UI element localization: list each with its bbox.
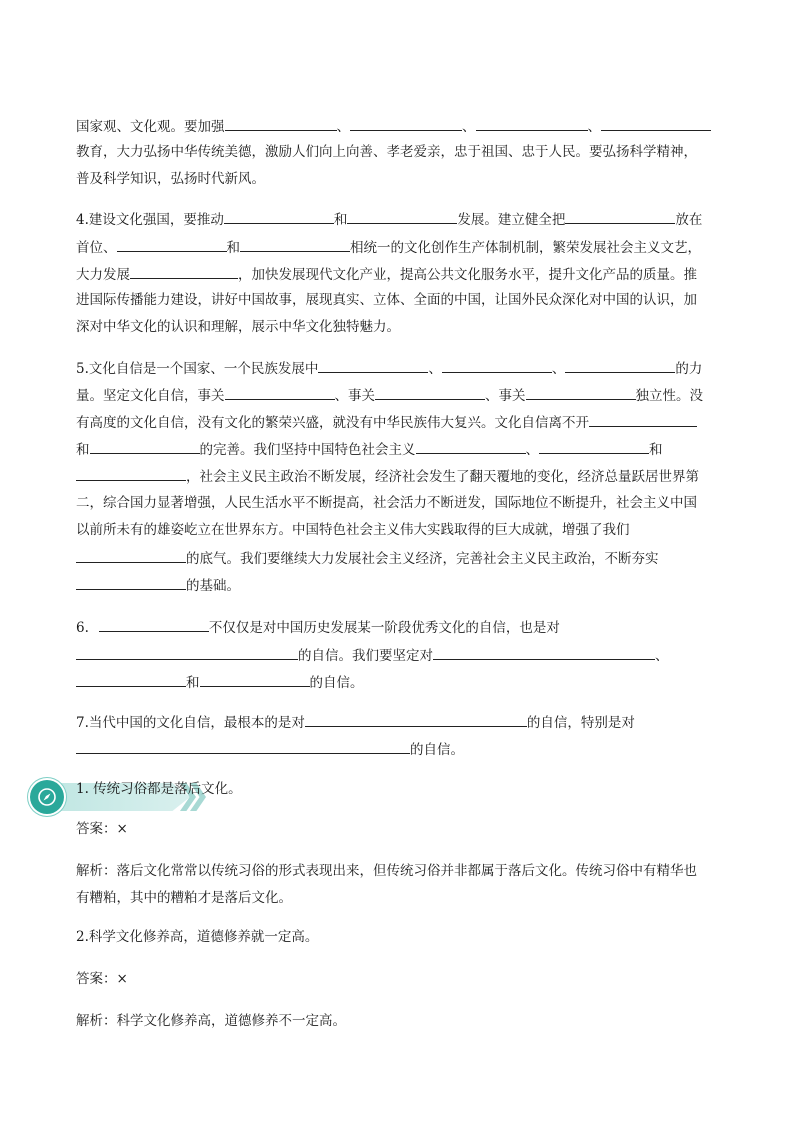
question-6-line: [76, 645, 669, 663]
fill-blank[interactable]: [117, 237, 227, 252]
question-4-line: [76, 209, 702, 227]
question-7-line: [76, 739, 464, 757]
fill-blank[interactable]: [99, 617, 209, 632]
fill-blank[interactable]: [76, 466, 186, 481]
text-fragment: 相统一的文化创作生产体制机制，繁荣发展社会主义文艺，: [350, 240, 701, 256]
text-fragment: 和: [333, 212, 348, 228]
text-fragment: 的力: [675, 361, 703, 377]
text-line: 普及科学知识，弘扬时代新风。: [76, 171, 265, 187]
text-fragment: 的基础。: [186, 578, 240, 594]
fill-blank[interactable]: [200, 672, 310, 687]
question-5-line: [76, 358, 702, 376]
compass-icon: [30, 780, 64, 814]
fill-blank[interactable]: [433, 645, 655, 660]
question-4-line: [76, 264, 697, 282]
fill-blank[interactable]: [416, 439, 526, 454]
fill-blank[interactable]: [589, 412, 697, 427]
text-fragment: 发展。建立健全把: [457, 212, 566, 228]
text-fragment: 量。坚定文化自信，事关: [76, 388, 225, 404]
fill-blank[interactable]: [565, 358, 675, 373]
text-fragment: 放在: [675, 212, 703, 228]
fill-blank[interactable]: [130, 264, 238, 279]
fill-blank[interactable]: [375, 385, 485, 400]
text-fragment: 和: [76, 442, 90, 458]
text-fragment: 6.: [76, 620, 89, 636]
fill-blank[interactable]: [318, 358, 428, 373]
text-fragment: 的自信。: [309, 675, 364, 691]
answer-text: 答案：×: [76, 971, 128, 987]
text-fragment: 、: [525, 442, 539, 458]
text-fragment: ，加快发展现代文化产业，提高公共文化服务水平，提升文化产品的质量。推: [238, 267, 697, 283]
question-5-line: [76, 412, 697, 430]
text-fragment: 的自信。我们要坚定对: [298, 648, 433, 664]
text-line: 教育，大力弘扬中华传统美德，激励人们向上向善、孝老爱亲，忠于祖国、忠于人民。要弘扬科学精神，: [76, 144, 697, 160]
text-fragment: 和: [186, 675, 200, 691]
fill-blank[interactable]: [350, 116, 462, 131]
text-fragment: 不仅仅是对中国历史发展某一阶段优秀文化的自信，也是对: [208, 620, 560, 636]
question-5-line: [76, 385, 703, 403]
fill-blank[interactable]: [225, 385, 335, 400]
text-fragment: 的自信。: [410, 742, 464, 758]
text-fragment: 、: [336, 119, 350, 135]
question-4-line: [76, 237, 701, 255]
text-fragment: 的自信，特别是对: [526, 715, 635, 731]
fill-blank[interactable]: [90, 439, 200, 454]
question-5-line: [76, 575, 240, 593]
fill-blank[interactable]: [601, 116, 711, 131]
question-7-line: [76, 712, 635, 730]
text-fragment: 、: [551, 361, 566, 377]
fill-blank[interactable]: [76, 548, 186, 563]
text-fragment: 和: [226, 240, 240, 256]
text-fragment: 国家观、文化观。要加强: [76, 119, 225, 135]
fill-blank[interactable]: [240, 237, 350, 252]
text-fragment: 、: [462, 119, 476, 135]
text-fragment: 7.当代中国的文化自信，最根本的是对: [76, 715, 305, 731]
fill-blank[interactable]: [76, 739, 410, 754]
question-5-line: [76, 466, 699, 484]
question-6-line: [76, 617, 560, 635]
question-4-line: 进国际传播能力建设，讲好中国故事，展现真实、立体、全面的中国，让国外民众深化对中国的认识，加: [76, 292, 697, 308]
text-fragment: 的完善。我们坚持中国特色社会主义: [199, 442, 416, 458]
question-5-line: [76, 439, 663, 457]
text-fragment: 大力发展: [76, 267, 130, 283]
fill-blank[interactable]: [76, 575, 186, 590]
text-fragment: 5.文化自信是一个国家、一个民族发展中: [76, 361, 319, 377]
question-5-line: [76, 548, 659, 566]
answer-text: 答案：×: [76, 821, 128, 837]
text-fragment: 、: [655, 648, 669, 664]
fill-blank[interactable]: [442, 358, 552, 373]
judge-question: 1. 传统习俗都是落后文化。: [76, 781, 242, 797]
text-fragment: 、事关: [485, 388, 526, 404]
fill-blank[interactable]: [526, 385, 636, 400]
judge-question: 2.科学文化修养高，道德修养就一定高。: [76, 929, 319, 945]
fill-blank[interactable]: [225, 116, 337, 131]
explanation-text: 解析：科学文化修养高，道德修养不一定高。: [76, 1013, 346, 1029]
text-fragment: 、: [587, 119, 601, 135]
text-fragment: 、事关: [334, 388, 375, 404]
fill-blank[interactable]: [76, 672, 186, 687]
question-5-line: 二，综合国力显著增强，人民生活水平不断提高，社会活力不断迸发，国际地位不断提升，社会主义中国: [76, 495, 697, 511]
text-fragment: 、: [428, 361, 442, 377]
fill-blank[interactable]: [476, 116, 588, 131]
question-5-line: 以前所未有的雄姿屹立在世界东方。中国特色社会主义伟大实践取得的巨大成就，增强了我们: [76, 522, 630, 538]
fill-blank[interactable]: [347, 209, 457, 224]
text-line: [76, 116, 711, 134]
fill-blank[interactable]: [76, 645, 298, 660]
fill-blank[interactable]: [539, 439, 649, 454]
fill-blank[interactable]: [224, 209, 334, 224]
text-fragment: 和: [649, 442, 663, 458]
text-fragment: 的底气。我们要继续大力发展社会主义经济，完善社会主义民主政治，不断夯实: [186, 551, 659, 567]
text-fragment: 有高度的文化自信，没有文化的繁荣兴盛，就没有中华民族伟大复兴。文化自信离不开: [76, 415, 589, 431]
text-fragment: 独立性。没: [635, 388, 703, 404]
explanation-text: 解析：落后文化常常以传统习俗的形式表现出来，但传统习俗并非都属于落后文化。传统习俗中有精华也: [76, 863, 697, 879]
text-fragment: 4.建设文化强国，要推动: [76, 212, 224, 228]
text-fragment: ，社会主义民主政治不断发展，经济社会发生了翻天覆地的变化，经济总量跃居世界第: [186, 469, 699, 485]
explanation-text: 有糟粕，其中的糟粕才是落后文化。: [76, 890, 292, 906]
question-4-line: 深对中华文化的认识和理解，展示中华文化独特魅力。: [76, 319, 400, 335]
question-6-line: [76, 672, 364, 690]
text-fragment: 首位、: [76, 240, 117, 256]
fill-blank[interactable]: [565, 209, 675, 224]
fill-blank[interactable]: [305, 712, 527, 727]
